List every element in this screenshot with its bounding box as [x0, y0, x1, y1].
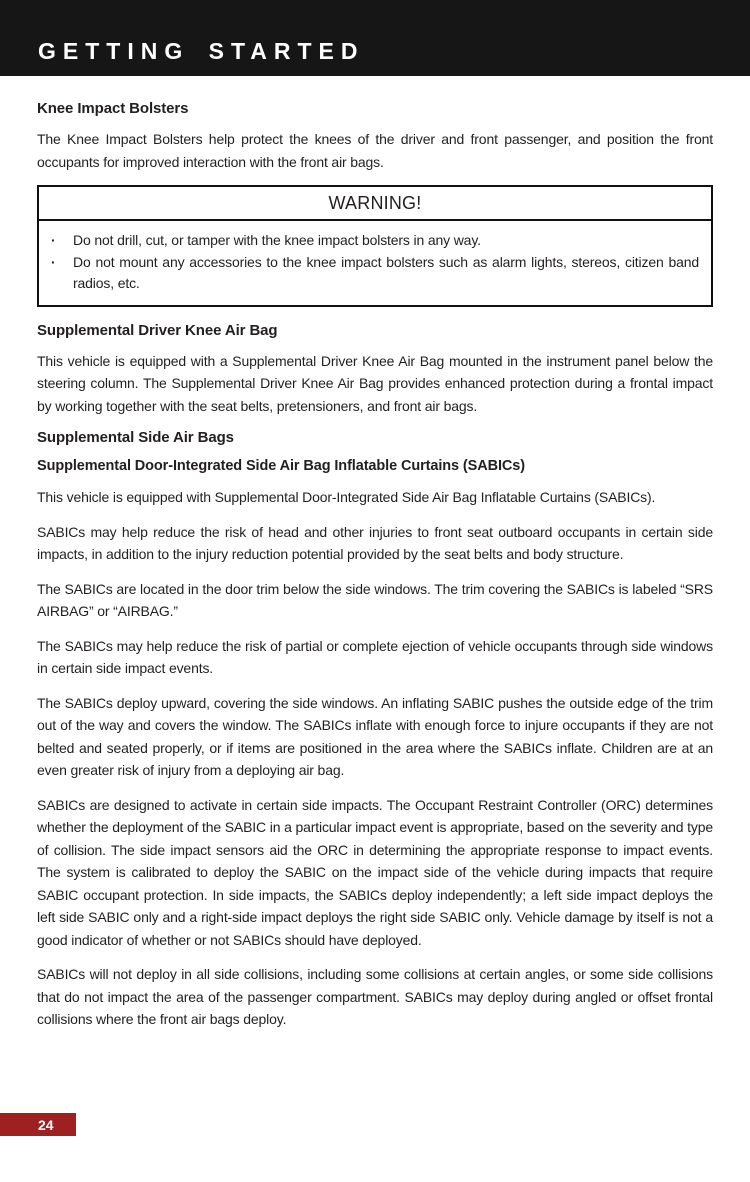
subheading-sabics: Supplemental Door-Integrated Side Air Bag Inflatable Curtains (SABICs)	[37, 458, 525, 474]
paragraph-knee-impact-bolsters: The Knee Impact Bolsters help protect the knees of the driver and front passenger, and position the front occupants for improved interaction with the front air bags.	[37, 131, 713, 170]
paragraph-sabics-7: SABICs will not deploy in all side collisions, including some collisions at certain angles, or some side collisions that do not impact the area of the passenger compartment. SABICs may deploy during angled or offset frontal collisions where the front air bags deploy.	[37, 966, 713, 1027]
warning-list-item	[51, 230, 699, 252]
bullet-marker: ·	[51, 232, 56, 248]
paragraph-sabics-5: The SABICs deploy upward, covering the side windows. An inflating SABIC pushes the outside edge of the trim out of the way and covers the window. The SABICs inflate with enough force to injure occupants if they are not belted and seated properly, or if items are positioned in the area where the SABICs inflate. Children are at an even greater risk of injury from a deploying air bag.	[37, 694, 713, 778]
paragraph-driver-knee-air-bag: This vehicle is equipped with a Supplemental Driver Knee Air Bag mounted in the instrument panel below the steering column. The Supplemental Driver Knee Air Bag provides enhanced protection during a frontal impact by working together with the seat belts, pretensioners, and front air bags.	[37, 352, 713, 414]
page-content	[0, 76, 750, 1031]
paragraph-sabics-3: The SABICs are located in the door trim below the side windows. The trim covering the SABICs is labeled “SRS AIRBAG” or “AIRBAG.”	[37, 580, 713, 619]
page-number-box	[0, 1113, 76, 1136]
page-header-banner	[0, 0, 750, 76]
page-title: GETTING STARTED	[38, 38, 365, 64]
warning-list	[39, 221, 711, 305]
warning-item-text: Do not drill, cut, or tamper with the knee impact bolsters in any way.	[73, 232, 481, 248]
paragraph-sabics-2: SABICs may help reduce the risk of head and other injuries to front seat outboard occupants in certain side impacts, in addition to the injury reduction potential provided by the seat belts and body structure.	[37, 523, 713, 562]
heading-supplemental-driver-knee-air-bag: Supplemental Driver Knee Air Bag	[37, 321, 278, 339]
paragraph-sabics-1: This vehicle is equipped with Supplemental Door-Integrated Side Air Bag Inflatable Curtains (SABICs).	[37, 489, 656, 505]
warning-title: WARNING!	[39, 187, 711, 221]
page-number: 24	[38, 1116, 54, 1133]
warning-item-text: Do not mount any accessories to the knee impact bolsters such as alarm lights, stereos, citizen band radios, etc.	[73, 253, 699, 291]
paragraph-sabics-4: The SABICs may help reduce the risk of partial or complete ejection of vehicle occupants through side windows in certain side impact events.	[37, 637, 713, 676]
bullet-marker: ·	[51, 253, 56, 270]
heading-knee-impact-bolsters: Knee Impact Bolsters	[37, 100, 189, 117]
warning-list-item	[51, 252, 699, 295]
paragraph-sabics-6: SABICs are designed to activate in certain side impacts. The Occupant Restraint Controller (ORC) determines whether the deployment of the SABIC in a particular impact event is appropriate, based on the severity and type of collision. The side impact sensors aid the ORC in determining the appropriate response to impact events. The system is calibrated to deploy the SABIC on the impact side of the vehicle during impacts that require SABIC occupant protection. In side impacts, the SABICs deploy independently; a left side impact deploys the left side SABIC only and a right-side impact deploys the right side SABIC only. Vehicle damage by itself is not a good indicator of whether or not SABICs should have deployed.	[37, 796, 713, 948]
heading-supplemental-side-air-bags: Supplemental Side Air Bags	[37, 429, 234, 446]
warning-box	[37, 185, 713, 307]
